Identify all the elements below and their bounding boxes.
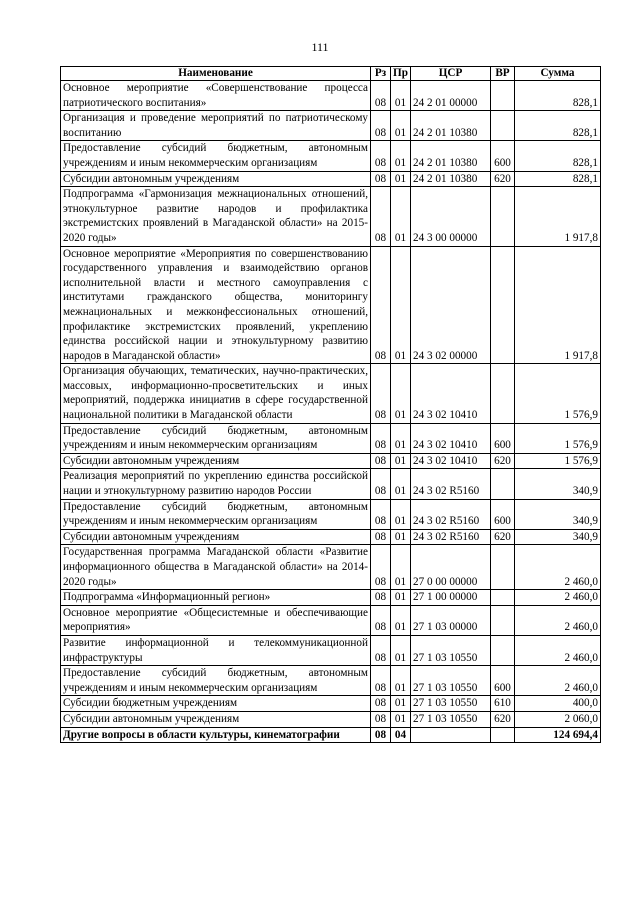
cell-name: Подпрограмма «Информационный регион» — [61, 590, 371, 606]
cell-rz: 08 — [371, 453, 391, 469]
table-row — [61, 711, 601, 727]
cell-csr: 24 3 00 00000 — [411, 187, 491, 246]
cell-name: Субсидии автономным учреждениям — [61, 529, 371, 545]
cell-vr — [491, 727, 515, 743]
cell-csr: 24 2 01 10380 — [411, 171, 491, 187]
cell-vr: 600 — [491, 666, 515, 696]
cell-rz: 08 — [371, 81, 391, 111]
table-row — [61, 81, 601, 111]
cell-rz: 08 — [371, 529, 391, 545]
cell-pr: 01 — [391, 529, 411, 545]
cell-sum: 828,1 — [515, 111, 601, 141]
table-header-row — [61, 67, 601, 81]
cell-pr: 01 — [391, 81, 411, 111]
table-body — [61, 81, 601, 743]
cell-rz: 08 — [371, 364, 391, 423]
cell-csr: 24 3 02 R5160 — [411, 499, 491, 529]
cell-sum: 2 460,0 — [515, 605, 601, 635]
cell-sum: 1 576,9 — [515, 423, 601, 453]
cell-name: Развитие информационной и телекоммуникационной инфраструктуры — [61, 635, 371, 665]
cell-vr: 610 — [491, 696, 515, 712]
cell-sum: 340,9 — [515, 529, 601, 545]
cell-sum: 2 460,0 — [515, 590, 601, 606]
cell-rz: 08 — [371, 469, 391, 499]
cell-pr: 01 — [391, 246, 411, 364]
cell-rz: 08 — [371, 696, 391, 712]
cell-pr: 01 — [391, 590, 411, 606]
cell-vr — [491, 545, 515, 590]
cell-vr — [491, 364, 515, 423]
cell-sum: 340,9 — [515, 499, 601, 529]
cell-name: Предоставление субсидий бюджетным, автономным учреждениям и иным некоммерческим организациям — [61, 666, 371, 696]
cell-pr: 01 — [391, 469, 411, 499]
cell-sum: 340,9 — [515, 469, 601, 499]
cell-sum: 1 576,9 — [515, 453, 601, 469]
cell-pr: 01 — [391, 696, 411, 712]
cell-rz: 08 — [371, 711, 391, 727]
cell-sum: 828,1 — [515, 81, 601, 111]
cell-name: Основное мероприятие «Совершенствование процесса патриотического воспитания» — [61, 81, 371, 111]
cell-pr: 01 — [391, 499, 411, 529]
cell-csr: 24 2 01 00000 — [411, 81, 491, 111]
table-row — [61, 635, 601, 665]
cell-vr: 620 — [491, 171, 515, 187]
cell-name: Организация и проведение мероприятий по патриотическому воспитанию — [61, 111, 371, 141]
cell-vr — [491, 590, 515, 606]
cell-sum: 1 917,8 — [515, 187, 601, 246]
cell-sum: 124 694,4 — [515, 727, 601, 743]
cell-name: Подпрограмма «Гармонизация межнациональных отношений, этнокультурное развитие народов и профилактика экстремистских проявлений в Магаданской области» на 2015-2020 годы» — [61, 187, 371, 246]
cell-name: Государственная программа Магаданской области «Развитие информационного общества в Магаданской области» на 2014-2020 годы» — [61, 545, 371, 590]
cell-rz: 08 — [371, 605, 391, 635]
cell-csr: 24 3 02 R5160 — [411, 529, 491, 545]
cell-pr: 01 — [391, 187, 411, 246]
cell-csr: 27 1 03 10550 — [411, 635, 491, 665]
cell-name: Субсидии автономным учреждениям — [61, 171, 371, 187]
cell-csr: 27 0 00 00000 — [411, 545, 491, 590]
header-vr: ВР — [491, 67, 515, 81]
cell-vr: 600 — [491, 141, 515, 171]
cell-rz: 08 — [371, 171, 391, 187]
cell-name: Субсидии автономным учреждениям — [61, 711, 371, 727]
cell-sum: 2 060,0 — [515, 711, 601, 727]
table-row — [61, 171, 601, 187]
cell-csr: 24 3 02 10410 — [411, 364, 491, 423]
cell-csr: 27 1 00 00000 — [411, 590, 491, 606]
cell-vr: 620 — [491, 711, 515, 727]
cell-rz: 08 — [371, 666, 391, 696]
cell-sum: 1 917,8 — [515, 246, 601, 364]
cell-pr: 01 — [391, 453, 411, 469]
cell-pr: 01 — [391, 423, 411, 453]
cell-rz: 08 — [371, 545, 391, 590]
header-pr: Пр — [391, 67, 411, 81]
cell-vr — [491, 469, 515, 499]
cell-csr: 27 1 03 00000 — [411, 605, 491, 635]
cell-csr: 24 2 01 10380 — [411, 141, 491, 171]
table-row — [61, 246, 601, 364]
cell-csr: 24 2 01 10380 — [411, 111, 491, 141]
cell-sum: 828,1 — [515, 171, 601, 187]
cell-rz: 08 — [371, 246, 391, 364]
cell-name: Организация обучающих, тематических, научно-практических, массовых, информационно-просветительских и иных мероприятий, поддержка инициатив в сфере государственной национальной политики в Магаданской области — [61, 364, 371, 423]
table-row — [61, 545, 601, 590]
cell-vr — [491, 187, 515, 246]
table-row — [61, 666, 601, 696]
table-row — [61, 364, 601, 423]
table-row — [61, 590, 601, 606]
cell-sum: 2 460,0 — [515, 635, 601, 665]
budget-table — [60, 66, 601, 743]
cell-rz: 08 — [371, 590, 391, 606]
cell-name: Предоставление субсидий бюджетным, автономным учреждениям и иным некоммерческим организациям — [61, 141, 371, 171]
cell-vr — [491, 81, 515, 111]
cell-sum: 828,1 — [515, 141, 601, 171]
cell-vr: 620 — [491, 453, 515, 469]
cell-csr — [411, 727, 491, 743]
cell-rz: 08 — [371, 499, 391, 529]
table-row — [61, 141, 601, 171]
cell-sum: 2 460,0 — [515, 545, 601, 590]
cell-pr: 01 — [391, 666, 411, 696]
cell-csr: 24 3 02 00000 — [411, 246, 491, 364]
cell-name: Основное мероприятие «Общесистемные и обеспечивающие мероприятия» — [61, 605, 371, 635]
cell-csr: 27 1 03 10550 — [411, 666, 491, 696]
cell-pr: 01 — [391, 141, 411, 171]
table-row — [61, 696, 601, 712]
cell-name: Предоставление субсидий бюджетным, автономным учреждениям и иным некоммерческим организациям — [61, 423, 371, 453]
cell-pr: 01 — [391, 171, 411, 187]
cell-rz: 08 — [371, 423, 391, 453]
cell-name: Предоставление субсидий бюджетным, автономным учреждениям и иным некоммерческим организациям — [61, 499, 371, 529]
cell-vr: 600 — [491, 499, 515, 529]
cell-rz: 08 — [371, 187, 391, 246]
header-csr: ЦСР — [411, 67, 491, 81]
cell-rz: 08 — [371, 141, 391, 171]
cell-vr — [491, 111, 515, 141]
cell-name: Реализация мероприятий по укреплению единства российской нации и этнокультурному развитию народов России — [61, 469, 371, 499]
cell-sum: 2 460,0 — [515, 666, 601, 696]
table-row — [61, 727, 601, 743]
header-rz: Рз — [371, 67, 391, 81]
cell-pr: 04 — [391, 727, 411, 743]
cell-sum: 1 576,9 — [515, 364, 601, 423]
cell-csr: 24 3 02 R5160 — [411, 469, 491, 499]
cell-name: Субсидии автономным учреждениям — [61, 453, 371, 469]
table-row — [61, 111, 601, 141]
table-row — [61, 423, 601, 453]
cell-rz: 08 — [371, 111, 391, 141]
cell-vr — [491, 605, 515, 635]
cell-name: Основное мероприятие «Мероприятия по совершенствованию государственного управления и взаимодействию органов исполнительной власти и местного самоуправления с институтами гражданского общества, мониторингу межнациональных и межконфессиональных отношений, профилактике экстремистских проявлений, укреплению единства российской нации и этнокультурному развитию народов в Магаданской области» — [61, 246, 371, 364]
cell-pr: 01 — [391, 605, 411, 635]
table-row — [61, 469, 601, 499]
cell-pr: 01 — [391, 711, 411, 727]
cell-vr: 620 — [491, 529, 515, 545]
cell-vr — [491, 246, 515, 364]
table-row — [61, 529, 601, 545]
cell-rz: 08 — [371, 635, 391, 665]
cell-pr: 01 — [391, 635, 411, 665]
cell-name: Субсидии бюджетным учреждениям — [61, 696, 371, 712]
cell-name: Другие вопросы в области культуры, кинематографии — [61, 727, 371, 743]
header-sum: Сумма — [515, 67, 601, 81]
cell-pr: 01 — [391, 111, 411, 141]
cell-pr: 01 — [391, 364, 411, 423]
cell-vr: 600 — [491, 423, 515, 453]
cell-csr: 24 3 02 10410 — [411, 423, 491, 453]
cell-sum: 400,0 — [515, 696, 601, 712]
cell-csr: 27 1 03 10550 — [411, 696, 491, 712]
table-row — [61, 605, 601, 635]
cell-vr — [491, 635, 515, 665]
header-name: Наименование — [61, 67, 371, 81]
cell-csr: 24 3 02 10410 — [411, 453, 491, 469]
page-number: 111 — [311, 40, 329, 54]
table-row — [61, 499, 601, 529]
table-row — [61, 187, 601, 246]
cell-csr: 27 1 03 10550 — [411, 711, 491, 727]
table-row — [61, 453, 601, 469]
cell-rz: 08 — [371, 727, 391, 743]
cell-pr: 01 — [391, 545, 411, 590]
